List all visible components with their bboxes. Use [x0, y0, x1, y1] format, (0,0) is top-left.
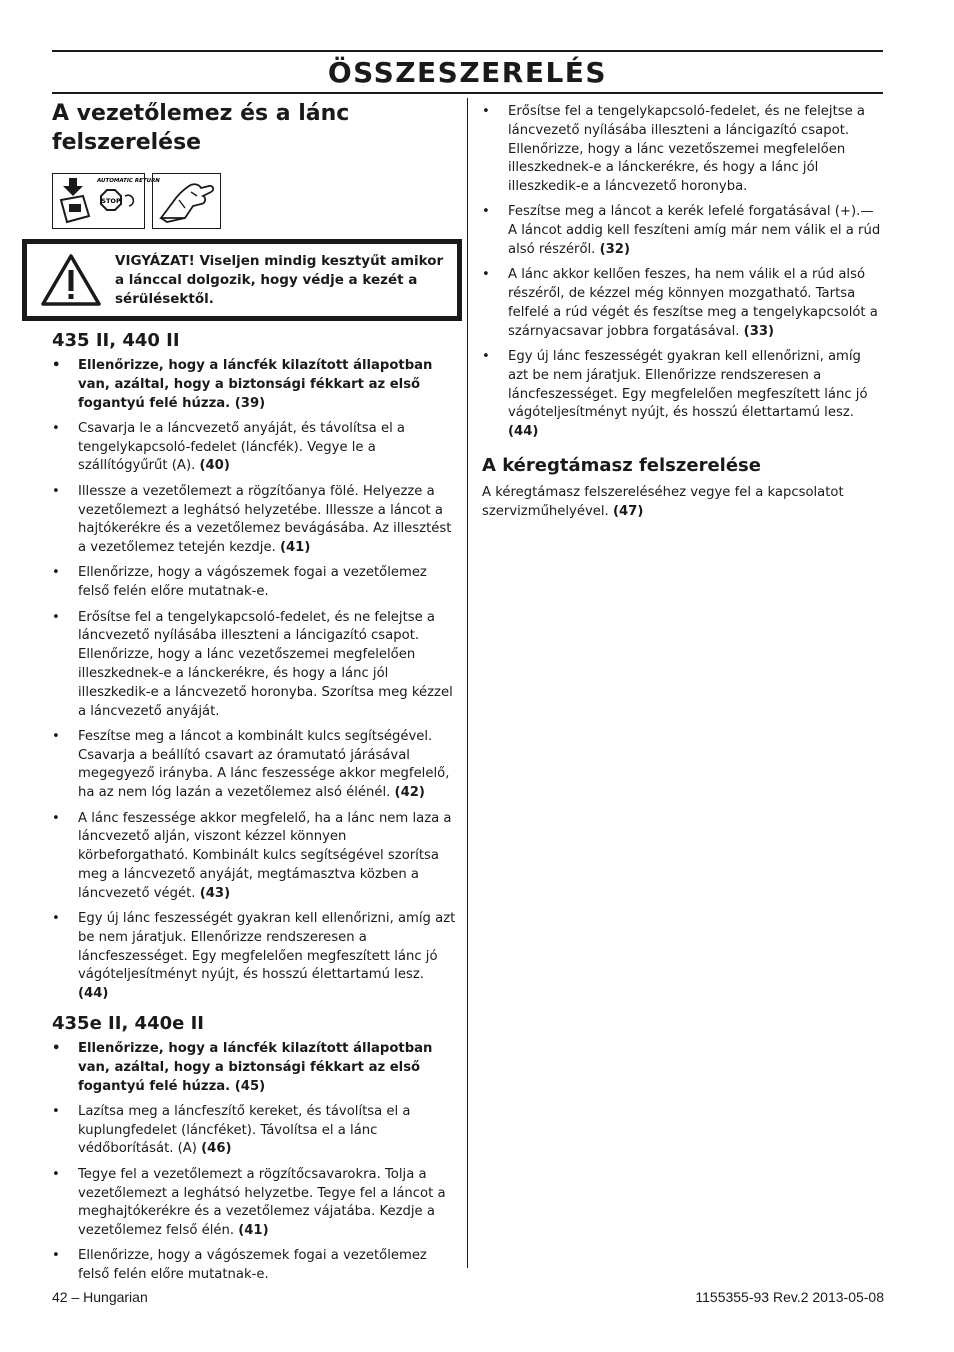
- warning-text: VIGYÁZAT! Viseljen mindig kesztyűt amikor a lánccal dolgozik, hogy védje a kezét a sérülésektől.: [115, 252, 444, 307]
- page-title: ÖSSZESZERELÉS: [327, 56, 608, 89]
- list-item: • Ellenőrizze, hogy a vágószemek fogai a vezetőlemez felső felén előre mutatnak-e.: [52, 564, 457, 602]
- warning-triangle-icon: [27, 253, 115, 307]
- chain-brake-symbol-icon: [52, 173, 160, 229]
- subsection-title-bark-support: A kéregtámasz felszerelése: [482, 455, 761, 477]
- footer-page-number: 42 – Hungarian: [52, 1289, 148, 1305]
- list-item: • Feszítse meg a láncot a kerék lefelé forgatásával (+).— A láncot addig kell feszíteni amíg már nem válik el a rúd alsó részéről. (32): [482, 203, 884, 259]
- list-item: • Ellenőrizze, hogy a láncfék kilazított állapotban van, azáltal, hogy a biztonsági fékkart az első fogantyú felé húzza. (39): [52, 357, 457, 413]
- column-divider: [467, 98, 468, 1268]
- glove-icon: [152, 173, 221, 229]
- list-item: • Ellenőrizze, hogy a vágószemek fogai a vezetőlemez felső felén előre mutatnak-e.: [52, 1247, 457, 1285]
- section-title: A vezetőlemez és a lánc felszerelése: [52, 101, 350, 155]
- instruction-list-435e-440e: [52, 1040, 457, 1285]
- instruction-list-continued: [482, 103, 884, 442]
- list-item: • Csavarja le a láncvezető anyáját, és távolítsa el a tengelykapcsoló-fedelet (láncfék). Vegye le a szállítógyűrűt (A). (40): [52, 420, 457, 476]
- header-rule-top: [52, 50, 883, 52]
- bark-support-paragraph: A kéregtámasz felszereléséhez vegye fel a kapcsolatot szervizműhelyével. (47): [482, 485, 844, 519]
- instruction-list-435-440: [52, 357, 457, 1004]
- list-item: • Erősítse fel a tengelykapcsoló-fedelet, és ne felejtse a láncvezető nyílásába illeszteni a láncigazító csapot. Ellenőrizze, hogy a lánc vezetőszemei megfelelően illeszkednek-e a lánckerékre, és hogy a lánc jól illeszkedik-e a láncvezető horonyba. Szorítsa meg kézzel a láncvezető anyáját.: [52, 609, 457, 722]
- list-item: • Tegye fel a vezetőlemezt a rögzítőcsavarokra. Tolja a vezetőlemezt a leghátsó helyzetbe. Tegye fel a láncot a meghajtókerékre és a vezetőlemez vájatába. Kezdje a vezetőlemez felső élén. (41): [52, 1166, 457, 1241]
- list-item: • Erősítse fel a tengelykapcsoló-fedelet, és ne felejtse a láncvezető nyílásába illeszteni a láncigazító csapot. Ellenőrizze, hogy a lánc vezetőszemei megfelelően illeszkednek-e a lánckerékre, és hogy a lánc jól illeszkedik-e a láncvezető horonyba.: [482, 103, 884, 197]
- left-column: [52, 99, 457, 1292]
- right-column: [482, 103, 884, 522]
- list-item: • Ellenőrizze, hogy a láncfék kilazított állapotban van, azáltal, hogy a biztonsági fékkart az első fogantyú felé húzza. (45): [52, 1040, 457, 1096]
- warning-box: [22, 239, 462, 321]
- list-item: • A lánc feszessége akkor megfelelő, ha a lánc nem laza a láncvezető alján, viszont kézzel könnyen körbeforgatható. Kombinált kulcs segítségével szorítsa meg a láncvezető anyáját, megtámasztva közben a láncvezető végét. (43): [52, 810, 457, 904]
- list-item: • A lánc akkor kellően feszes, ha nem válik el a rúd alsó részéről, de kézzel még könnyen mozgatható. Tartsa felfelé a rúd végét és feszítse meg a tengelykapcsolót a szárnyacsavar jobbra forgatásával. (33): [482, 266, 884, 341]
- stop-label: STOP: [101, 197, 121, 205]
- header-rule-bottom: [52, 92, 883, 94]
- list-item: • Feszítse meg a láncot a kombinált kulcs segítségével. Csavarja a beállító csavart az óramutató járásával megegyező irányba. A lánc feszessége akkor megfelelő, ha az nem lóg lazán a vezetőlemez alsó élénél. (42): [52, 728, 457, 803]
- list-item: • Egy új lánc feszességét gyakran kell ellenőrizni, amíg azt be nem járatjuk. Ellenőrizze rendszeresen a láncfeszességet. Egy megfelelően megfeszített lánc jó vágóteljesítményt nyújt, és hosszú élettartamú lesz. (44): [482, 348, 884, 442]
- list-item: • Illessze a vezetőlemezt a rögzítőanya fölé. Helyezze a vezetőlemezt a leghátsó helyzetébe. Illessze a láncot a hajtókerékre és a vezetőlemez bevágásába. Az illesztést a vezetőlemez tetején kezdje. (41): [52, 483, 457, 558]
- symbol-row: [52, 173, 457, 231]
- subsection-title-435e-440e: 435e II, 440e II: [52, 1013, 204, 1034]
- footer-document-id: 1155355-93 Rev.2 2013-05-08: [695, 1289, 884, 1305]
- list-item: • Egy új lánc feszességét gyakran kell ellenőrizni, amíg azt be nem járatjuk. Ellenőrizze rendszeresen a láncfeszességet. Egy megfelelően megfeszített lánc jó vágóteljesítményt nyújt, és hosszú élettartamú lesz. (44): [52, 910, 457, 1004]
- automatic-return-label: AUTOMATIC RETURN: [97, 178, 160, 184]
- subsection-title-435-440: 435 II, 440 II: [52, 330, 180, 351]
- list-item: • Lazítsa meg a láncfeszítő kereket, és távolítsa el a kuplungfedelet (láncféket). Távolítsa el a lánc védőborítását. (A) (46): [52, 1103, 457, 1159]
